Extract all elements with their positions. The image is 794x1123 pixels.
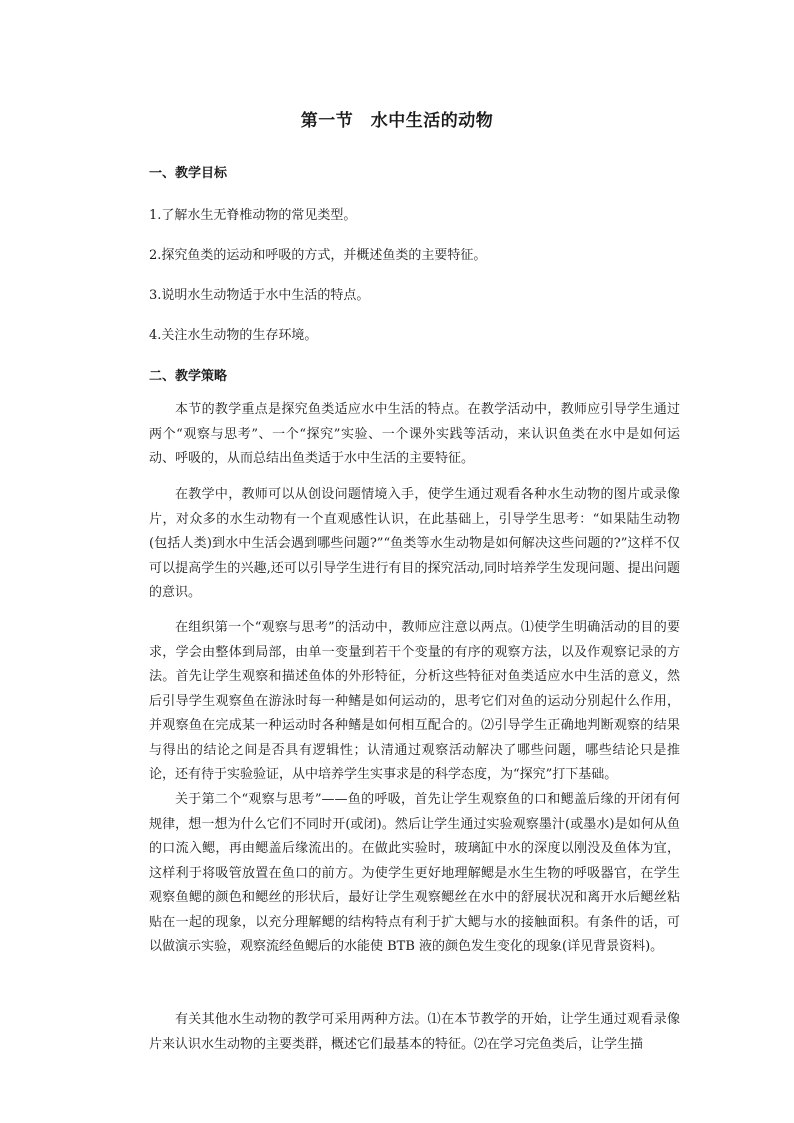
objective-item: 1.了解水生无脊椎动物的常见类型。 xyxy=(149,208,357,223)
paragraph: 在组织第一个“观察与思考”的活动中，教师应注意以两点。⑴使学生明确活动的目的要求，学会由整体到局部，由单一变量到若干个变量的有序的观察方法，以及作观察记录的方法。首先让学生观察和描述鱼体的外形特征，分析这些特征对鱼类适应水中生活的意义，然后引导学生观察鱼在游泳时每一种鳍是如何运动的，思考它们对鱼的运动分别起什么作用，并观察鱼在完成某一种运动时各种鳍是如何相互配合的。⑵引导学生正确地判断观察的结果与得出的结论之间是否具有逻辑性；认清通过观察活动解决了哪些问题，哪些结论只是推论，还有待于实验验证，从中培养学生实事求是的科学态度，为“探究”打下基础。 xyxy=(149,620,680,782)
paragraph: 在教学中，教师可以从创设问题情境入手，使学生通过观看各种水生动物的图片或录像片，对众多的水生动物有一个直观感性认识，在此基础上，引导学生思考：“如果陆生动物(包括人类)到水中生活会遇到哪些问题?”“鱼类等水生动物是如何解决这些问题的?”这样不仅可以提高学生的兴趣,还可以引导学生进行有目的探究活动,同时培养学生发现问题、提出问题的意识。 xyxy=(149,487,680,600)
objective-item: 3.说明水生动物适于水中生活的特点。 xyxy=(149,288,370,303)
section-heading-strategy: 二、教学策略 xyxy=(149,369,228,384)
section-heading-objectives: 一、教学目标 xyxy=(149,166,228,181)
paragraph: 有关其他水生动物的教学可采用两种方法。⑴在本节教学的开始，让学生通过观看录像片来认识水生动物的主要类群，概述它们最基本的特征。⑵在学习完鱼类后，让学生描 xyxy=(149,1012,680,1052)
page-title: 第一节 水中生活的动物 xyxy=(300,111,494,131)
paragraph: 本节的教学重点是探究鱼类适应水中生活的特点。在教学活动中，教师应引导学生通过两个“观察与思考”、一个“探究”实验、一个课外实践等活动，来认识鱼类在水中是如何运动、呼吸的，从而总结出鱼类适于水中生活的主要特征。 xyxy=(149,402,680,466)
objective-item: 4.关注水生动物的生存环境。 xyxy=(149,328,318,343)
objective-item: 2.探究鱼类的运动和呼吸的方式，并概述鱼类的主要特征。 xyxy=(149,248,487,263)
paragraph: 关于第二个“观察与思考”——鱼的呼吸，首先让学生观察鱼的口和鳃盖后缘的开闭有何规律，想一想为什么它们不同时开(或闭)。然后让学生通过实验观察墨汁(或墨水)是如何从鱼的口流入鳃，再由鳃盖后缘流出的。在做此实验时，玻璃缸中水的深度以刚没及鱼体为宜，这样利于将吸管放置在鱼口的前方。为使学生更好地理解鳃是水生生物的呼吸器官，在学生观察鱼鳃的颜色和鳃丝的形状后，最好让学生观察鳃丝在水中的舒展状况和离开水后鳃丝粘贴在一起的现象，以充分理解鳃的结构特点有利于扩大鳃与水的接触面积。有条件的话，可以做演示实验，观察流经鱼鳃后的水能使 BTB 液的颜色发生变化的现象(详见背景资料)。 xyxy=(149,792,680,954)
